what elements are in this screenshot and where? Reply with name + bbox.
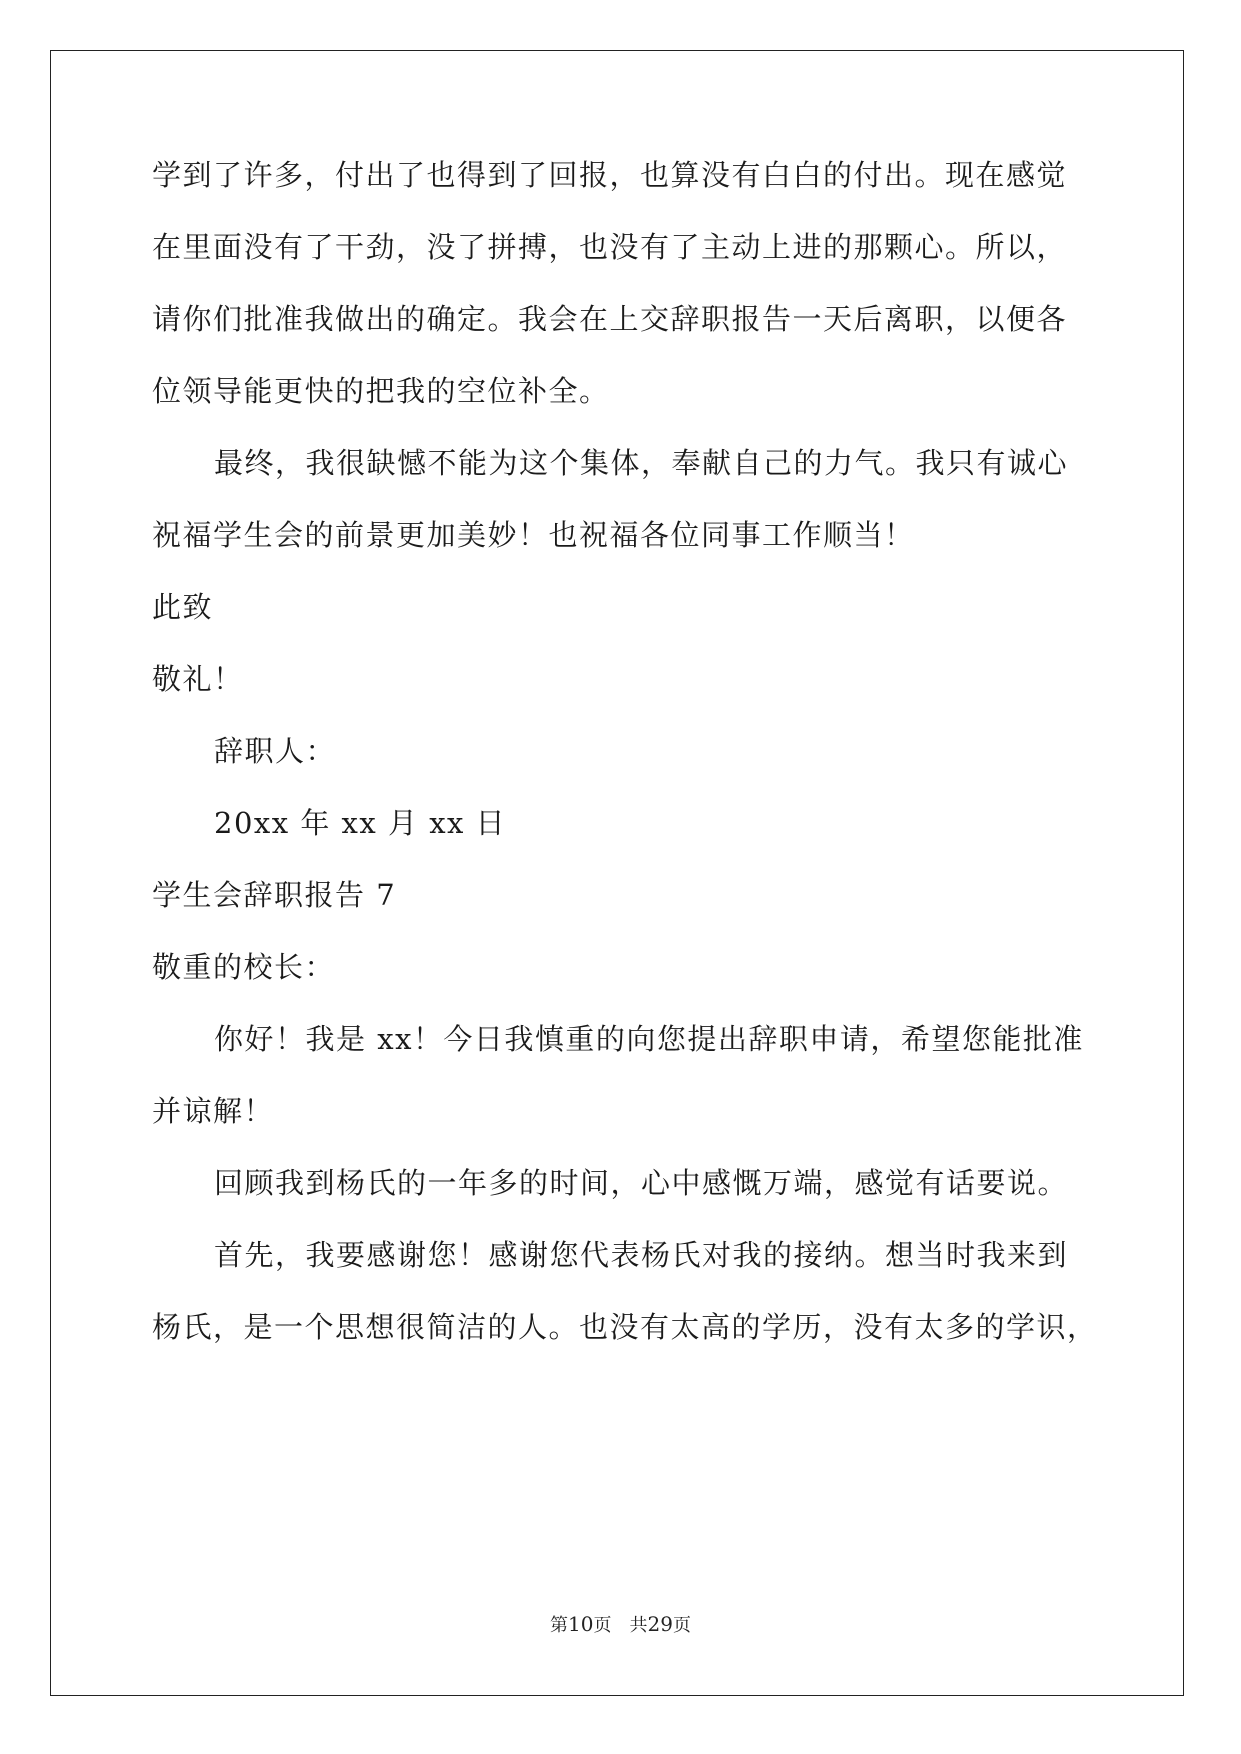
total-suffix: 页 (672, 1615, 691, 1636)
body-line: 学到了许多，付出了也得到了回报，也算没有白白的付出。现在感觉 (152, 158, 1068, 192)
body-line: 回顾我到杨氏的一年多的时间，心中感慨万端，感觉有话要说。 (214, 1166, 1069, 1200)
signature-line: 辞职人： (214, 734, 337, 768)
body-line: 请你们批准我做出的确定。我会在上交辞职报告一天后离职，以便各 (152, 302, 1068, 336)
body-line: 你好！我是 xx！今日我慎重的向您提出辞职申请，希望您能批准 (214, 1022, 1084, 1056)
body-line: 祝福学生会的前景更加美妙！也祝福各位同事工作顺当！ (152, 518, 915, 552)
section-title: 学生会辞职报告 7 (152, 878, 397, 912)
body-line: 首先，我要感谢您！感谢您代表杨氏对我的接纳。想当时我来到 (214, 1238, 1069, 1272)
body-line: 位领导能更快的把我的空位补全。 (152, 374, 610, 408)
salutation: 敬礼！ (152, 662, 244, 696)
body-line: 最终，我很缺憾不能为这个集体，奉献自己的力气。我只有诚心 (214, 446, 1069, 480)
page-current: 10 (568, 1612, 594, 1636)
page-mid: 页 (593, 1615, 612, 1636)
page-prefix: 第 (550, 1615, 569, 1636)
body-line: 杨氏，是一个思想很简洁的人。也没有太高的学历，没有太多的学识， (152, 1310, 1098, 1344)
addressee: 敬重的校长： (152, 950, 336, 984)
page-footer (0, 1612, 1241, 1638)
date-line: 20xx 年 xx 月 xx 日 (214, 806, 507, 840)
closing-phrase: 此致 (152, 590, 214, 624)
total-prefix: 共 (629, 1615, 648, 1636)
page-total: 29 (647, 1612, 673, 1636)
page-border (50, 50, 1184, 1696)
body-line: 并谅解！ (152, 1094, 275, 1128)
body-line: 在里面没有了干劲，没了拼搏，也没有了主动上进的那颗心。所以， (152, 230, 1068, 264)
